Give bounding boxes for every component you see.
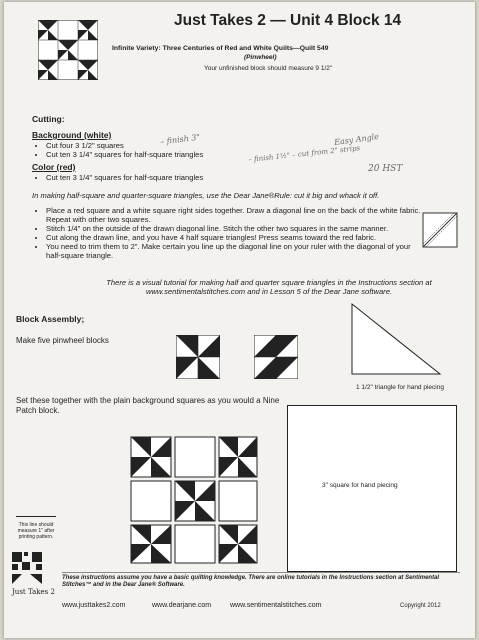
pinwheel-block-icon — [176, 335, 220, 379]
assembly-heading: Block Assembly; — [16, 314, 85, 324]
handwritten-finish: – finish 1½" – cut from 2" strips — [247, 144, 361, 164]
make-text: Make five pinwheel blocks — [16, 336, 109, 345]
handwritten-finish3: – finish 3" — [159, 132, 201, 147]
nine-patch-diagram-icon — [129, 435, 259, 565]
logo-text: Just Takes 2 — [12, 588, 55, 596]
cutting-heading: Cutting: — [32, 114, 65, 124]
handwritten-hst: 20 HST — [368, 164, 403, 174]
triangle-label: 1 1/2" triangle for hand piecing — [356, 384, 444, 391]
color-heading: Color (red) — [32, 162, 76, 172]
line-note: This line should measure 1" after printing pattern. — [17, 522, 55, 540]
background-heading: Background (white) — [32, 130, 112, 140]
rule-intro: In making half-square and quarter-square triangles, use the Dear Jane®Rule: cut it big and whack it off. — [32, 191, 380, 200]
tutorial-note: There is a visual tutorial for making half and quarter square triangles in the Instructions section at www.sentimentalstitches.com and in Lesson 5 of the Dear Jane software. — [106, 278, 432, 296]
set-text: Set these together with the plain background squares as you would a Nine Patch block. — [16, 396, 280, 415]
link-justtakes2[interactable]: www.justtakes2.com — [62, 602, 126, 609]
steps-list — [34, 206, 426, 260]
stitch-diagram-icon — [422, 212, 458, 248]
pattern-page — [4, 2, 475, 638]
triangle-template-icon — [350, 302, 442, 376]
copyright: Copyright 2012 — [400, 603, 441, 609]
list-item: • Cut ten 3 1/4" squares for half-square triangles — [46, 150, 306, 159]
link-sentimentalstitches[interactable]: www.sentimentalstitches.com — [230, 602, 322, 609]
book-subtitle: Infinite Variety: Three Centuries of Red and White Quilts—Quilt 549 — [112, 45, 329, 52]
list-item: • Place a red square and a white square right sides together. Draw a diagonal line on the back of the white fabric. Repeat with other two squares. — [46, 206, 426, 224]
list-item: • Stitch 1/4" on the outside of the drawn diagonal line. Stitch the other two squares in the same manner. — [46, 224, 426, 233]
pinwheel-block-icon — [254, 335, 298, 379]
list-item: • Cut along the drawn line, and you have 4 half square triangles! Press seams toward the red fabric. — [46, 233, 426, 242]
block-name: (Pinwheel) — [244, 54, 277, 61]
footer-divider — [62, 572, 460, 573]
measure-line — [16, 516, 56, 517]
block-diagram-icon — [38, 20, 98, 80]
measure-note: Your unfinished block should measure 9 1/2" — [204, 65, 333, 72]
color-list — [34, 173, 306, 182]
link-dearjane[interactable]: www.dearjane.com — [152, 602, 212, 609]
footer-note: These instructions assume you have a basic quilting knowledge. There are online tutorials in the Instructions section at Sentimental Stitches™ and in the Dear Jane® Software. — [62, 575, 440, 588]
list-item: • You need to trim them to 2". Make certain you line up the diagonal line on your ruler with the diagonal of your half-square triangle. — [46, 242, 426, 260]
list-item: • Cut ten 3 1/4" squares for half-square triangles — [46, 173, 306, 182]
handwritten-easy-angle: Easy Angle — [333, 131, 380, 148]
list-item: • Cut four 3 1/2" squares — [46, 141, 306, 150]
page-title: Just Takes 2 — Unit 4 Block 14 — [174, 12, 402, 29]
square-label: 3" square for hand piecing — [322, 482, 398, 489]
